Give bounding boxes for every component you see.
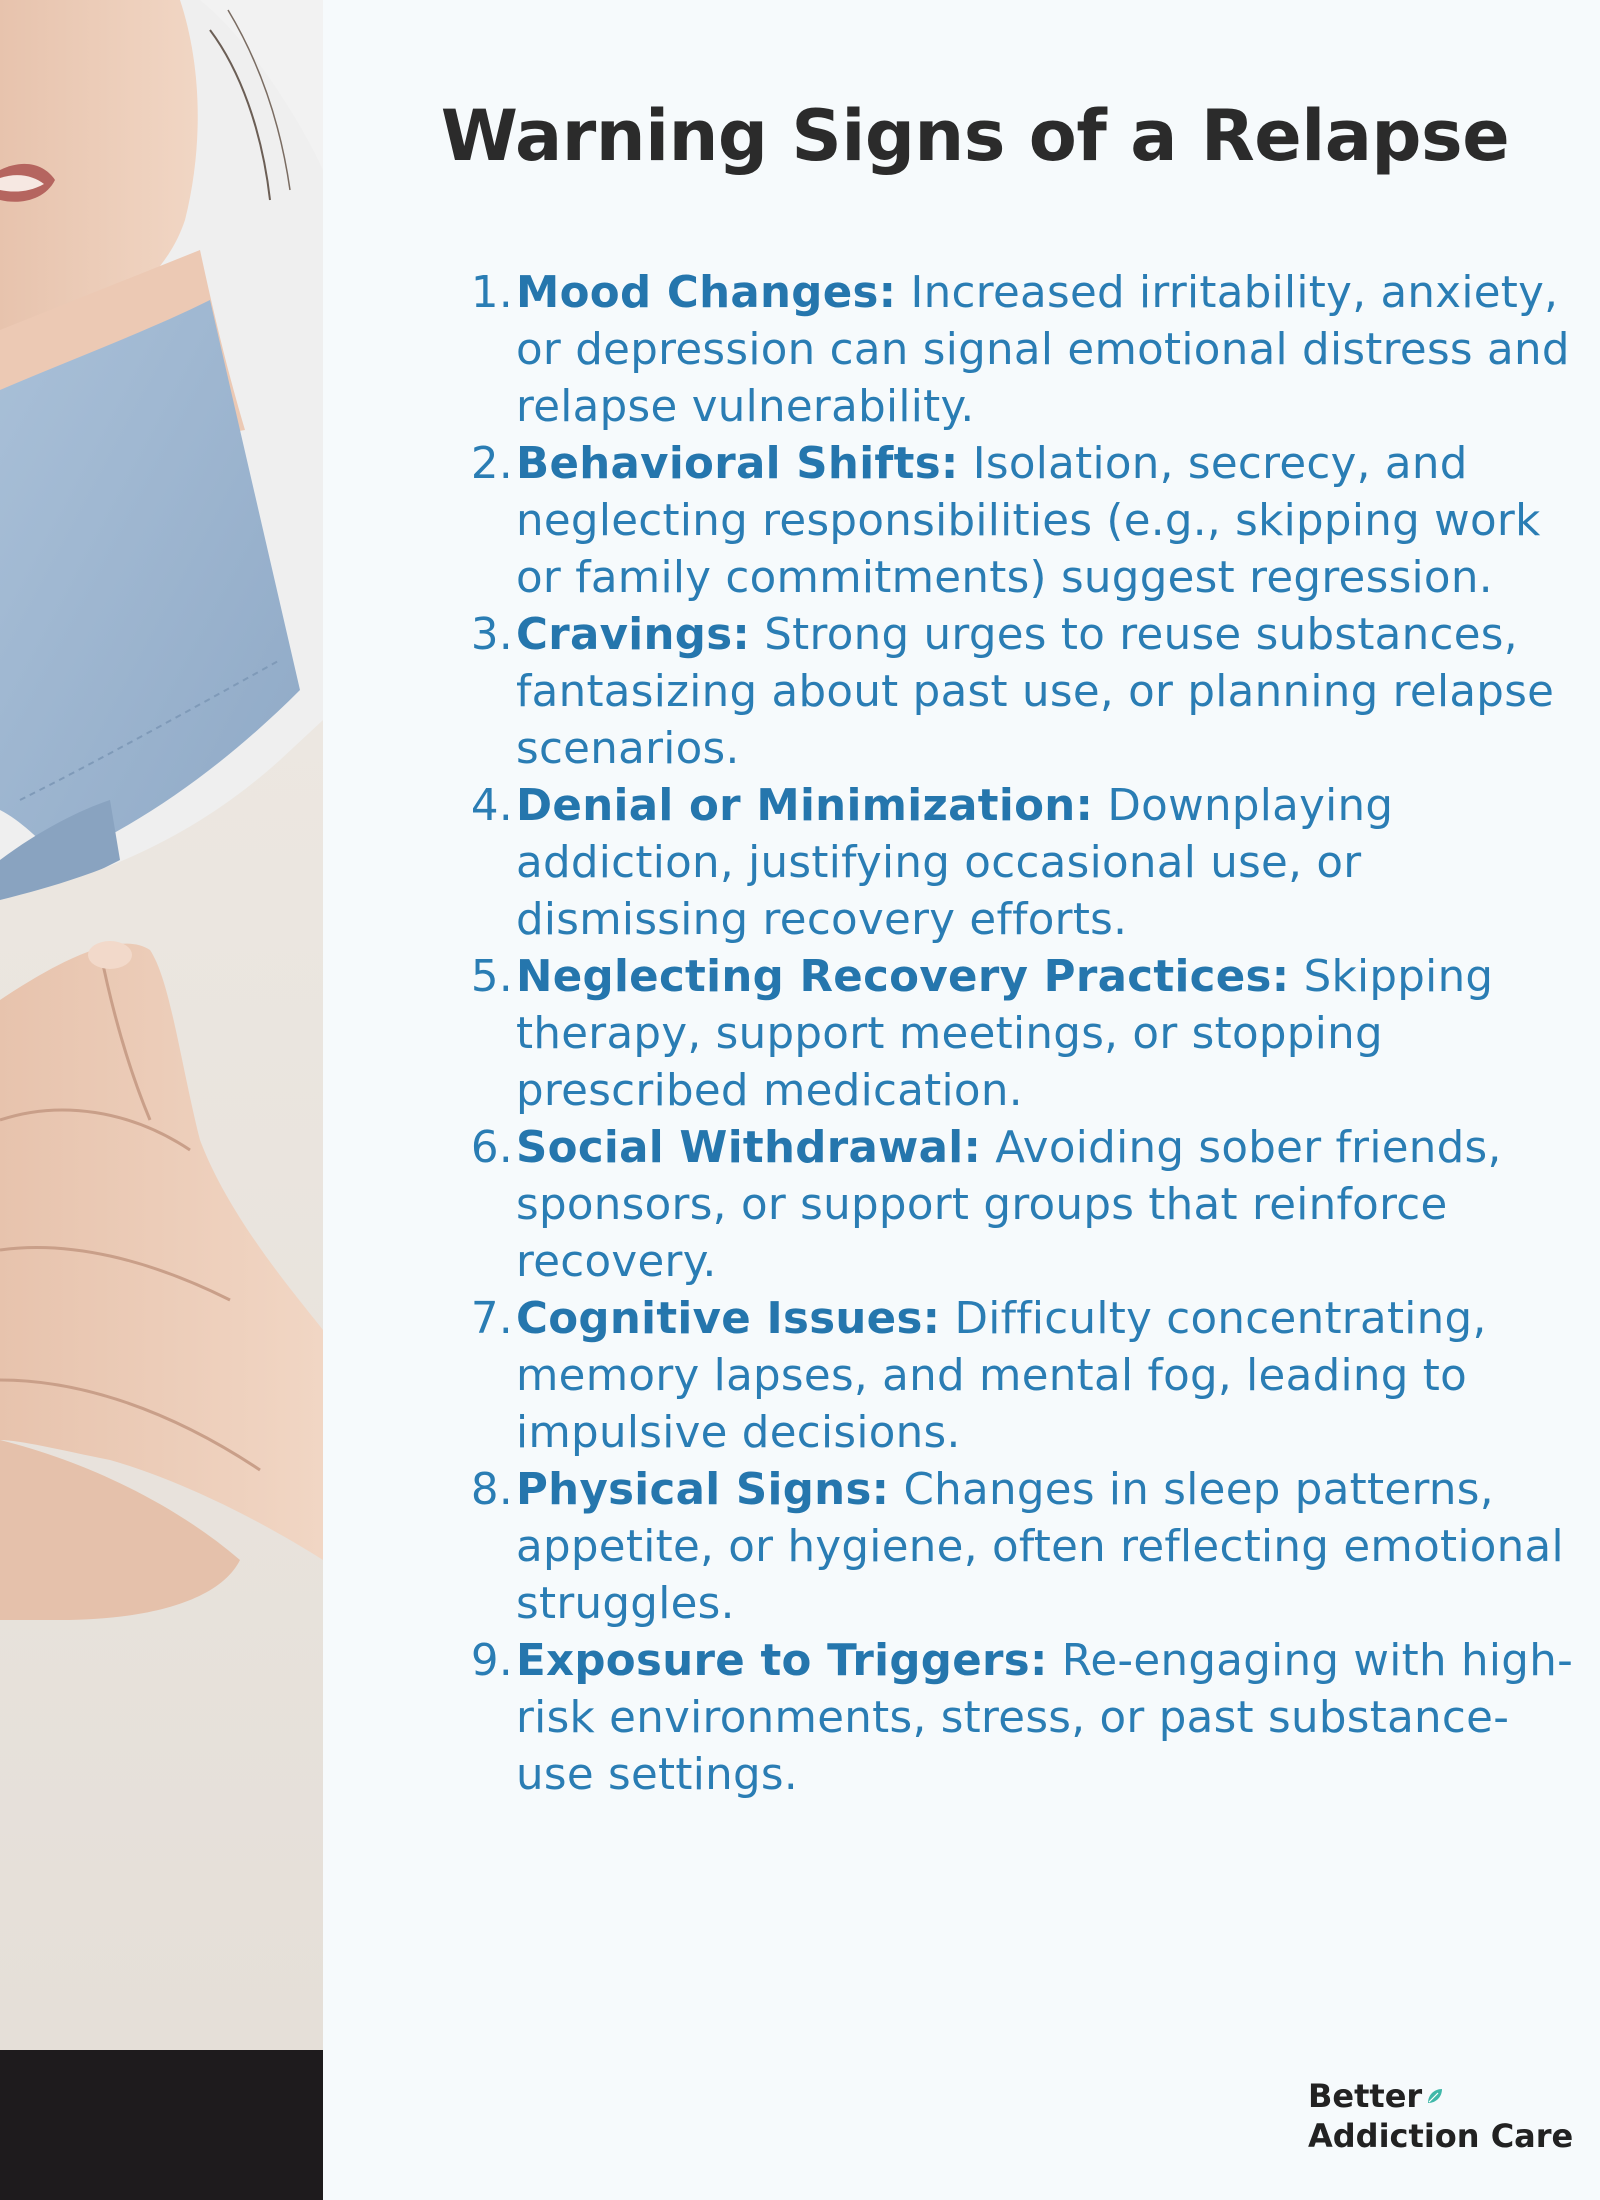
- list-item-number: 3.: [470, 610, 513, 660]
- logo-text-better: Better: [1308, 2077, 1423, 2115]
- list-item-number: 1.: [470, 268, 513, 318]
- list-item-text: Increased irritability, anxiety, or depression can signal emotional distress and relapse vulnerability.: [516, 268, 1570, 432]
- leaf-icon: [1426, 2087, 1444, 2105]
- list-item-text: Downplaying addiction, justifying occasional use, or dismissing recovery efforts.: [516, 781, 1394, 945]
- warning-signs-list: [323, 265, 1583, 1804]
- list-item-term: Cognitive Issues:: [516, 1294, 941, 1344]
- logo-text-addiction-care: Addiction Care: [1308, 2117, 1574, 2155]
- content-panel: [323, 0, 1600, 2200]
- list-item-number: 9.: [470, 1636, 513, 1686]
- person-hands-on-chest-photo: [0, 0, 323, 2200]
- list-item-text: Strong urges to reuse substances, fantasizing about past use, or planning relapse scenarios.: [516, 610, 1555, 774]
- list-item: [323, 607, 1583, 778]
- list-item: [323, 1633, 1583, 1804]
- list-item-number: 8.: [470, 1465, 513, 1515]
- list-item-text: Changes in sleep patterns, appetite, or hygiene, often reflecting emotional struggles.: [516, 1465, 1564, 1629]
- list-item: [323, 1120, 1583, 1291]
- list-item-number: 5.: [470, 952, 513, 1002]
- photo-panel: [0, 0, 323, 2200]
- list-item-term: Cravings:: [516, 610, 751, 660]
- list-item: [323, 778, 1583, 949]
- list-item-number: 6.: [470, 1123, 513, 1173]
- list-item-term: Denial or Minimization:: [516, 781, 1094, 831]
- page-title: Warning Signs of a Relapse: [440, 95, 1510, 177]
- list-item: [323, 436, 1583, 607]
- list-item-text: Skipping therapy, support meetings, or stopping prescribed medication.: [516, 952, 1494, 1116]
- list-item-term: Social Withdrawal:: [516, 1123, 982, 1173]
- list-item-term: Physical Signs:: [516, 1465, 890, 1515]
- list-item: [323, 1462, 1583, 1633]
- list-item-term: Exposure to Triggers:: [516, 1636, 1048, 1686]
- brand-logo: [1308, 2077, 1574, 2167]
- list-item: [323, 949, 1583, 1120]
- list-item-text: Isolation, secrecy, and neglecting responsibilities (e.g., skipping work or family commitments) suggest regression.: [516, 439, 1541, 603]
- list-item-text: Avoiding sober friends, sponsors, or support groups that reinforce recovery.: [516, 1123, 1502, 1287]
- list-item-number: 2.: [470, 439, 513, 489]
- list-item: [323, 265, 1583, 436]
- list-item-term: Mood Changes:: [516, 268, 897, 318]
- list-item-text: Re-engaging with high-risk environments, stress, or past substance-use settings.: [516, 1636, 1574, 1800]
- list-item-term: Behavioral Shifts:: [516, 439, 959, 489]
- list-item-number: 4.: [470, 781, 513, 831]
- list-item-term: Neglecting Recovery Practices:: [516, 952, 1290, 1002]
- list-item-text: Difficulty concentrating, memory lapses, and mental fog, leading to impulsive decisions.: [516, 1294, 1487, 1458]
- list-item: [323, 1291, 1583, 1462]
- list-item-number: 7.: [470, 1294, 513, 1344]
